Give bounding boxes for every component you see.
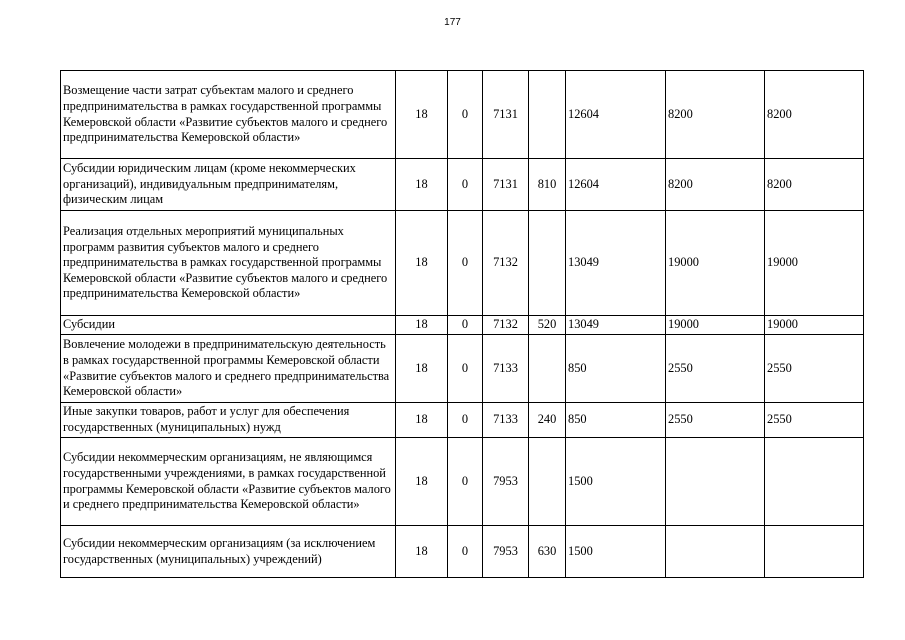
amount-year3-cell (765, 526, 864, 578)
amount-year1-cell: 1500 (566, 438, 666, 526)
amount-year2-cell (666, 526, 765, 578)
expense-type-cell (529, 71, 566, 159)
expense-type-cell: 240 (529, 403, 566, 438)
article-code-cell: 7953 (483, 438, 529, 526)
expense-type-cell: 630 (529, 526, 566, 578)
expense-type-cell (529, 335, 566, 403)
ministry-code-cell: 18 (396, 316, 448, 335)
amount-year2-cell: 19000 (666, 211, 765, 316)
item-name-cell: Возмещение части затрат субъектам малого и среднего предпринимательства в рамках государственной программы Кемеровской области «Развитие субъектов малого и среднего предпринимательства Кемеровской области» (61, 71, 396, 159)
item-name-cell: Субсидии юридическим лицам (кроме некоммерческих организаций), индивидуальным предпринимателям, физическим лицам (61, 159, 396, 211)
section-code-cell: 0 (448, 526, 483, 578)
ministry-code-cell: 18 (396, 335, 448, 403)
expense-type-cell (529, 438, 566, 526)
section-code-cell: 0 (448, 335, 483, 403)
article-code-cell: 7131 (483, 71, 529, 159)
amount-year2-cell: 2550 (666, 335, 765, 403)
amount-year3-cell (765, 438, 864, 526)
amount-year2-cell: 19000 (666, 316, 765, 335)
expense-type-cell: 810 (529, 159, 566, 211)
ministry-code-cell: 18 (396, 159, 448, 211)
table-row (61, 526, 864, 578)
item-name-cell: Субсидии некоммерческим организациям (за исключением государственных (муниципальных) учреждений) (61, 526, 396, 578)
article-code-cell: 7132 (483, 211, 529, 316)
item-name-cell: Субсидии (61, 316, 396, 335)
table-row (61, 316, 864, 335)
amount-year3-cell: 8200 (765, 71, 864, 159)
amount-year3-cell: 19000 (765, 316, 864, 335)
amount-year2-cell (666, 438, 765, 526)
section-code-cell: 0 (448, 159, 483, 211)
amount-year1-cell: 12604 (566, 159, 666, 211)
amount-year2-cell: 8200 (666, 71, 765, 159)
amount-year2-cell: 2550 (666, 403, 765, 438)
amount-year3-cell: 19000 (765, 211, 864, 316)
section-code-cell: 0 (448, 316, 483, 335)
table-row (61, 71, 864, 159)
ministry-code-cell: 18 (396, 438, 448, 526)
item-name-cell: Субсидии некоммерческим организациям, не являющимся государственными учреждениями, в рамках государственной программы Кемеровской области «Развитие субъектов малого и среднего предпринимательства Кемеровской области» (61, 438, 396, 526)
amount-year3-cell: 2550 (765, 335, 864, 403)
article-code-cell: 7131 (483, 159, 529, 211)
table-row (61, 211, 864, 316)
section-code-cell: 0 (448, 71, 483, 159)
table-row (61, 335, 864, 403)
amount-year3-cell: 2550 (765, 403, 864, 438)
amount-year3-cell: 8200 (765, 159, 864, 211)
item-name-cell: Вовлечение молодежи в предпринимательскую деятельность в рамках государственной программы Кемеровской области «Развитие субъектов малого и среднего предпринимательства Кемеровской области» (61, 335, 396, 403)
section-code-cell: 0 (448, 211, 483, 316)
ministry-code-cell: 18 (396, 526, 448, 578)
amount-year1-cell: 13049 (566, 316, 666, 335)
ministry-code-cell: 18 (396, 403, 448, 438)
article-code-cell: 7132 (483, 316, 529, 335)
amount-year2-cell: 8200 (666, 159, 765, 211)
budget-table (60, 70, 864, 578)
expense-type-cell (529, 211, 566, 316)
item-name-cell: Реализация отдельных мероприятий муниципальных программ развития субъектов малого и среднего предпринимательства в рамках государственной программы Кемеровской области «Развитие субъектов малого и среднего предпринимательства Кемеровской области» (61, 211, 396, 316)
amount-year1-cell: 13049 (566, 211, 666, 316)
ministry-code-cell: 18 (396, 211, 448, 316)
ministry-code-cell: 18 (396, 71, 448, 159)
amount-year1-cell: 1500 (566, 526, 666, 578)
table-row (61, 438, 864, 526)
section-code-cell: 0 (448, 403, 483, 438)
amount-year1-cell: 850 (566, 335, 666, 403)
amount-year1-cell: 12604 (566, 71, 666, 159)
table-row (61, 159, 864, 211)
article-code-cell: 7953 (483, 526, 529, 578)
amount-year1-cell: 850 (566, 403, 666, 438)
article-code-cell: 7133 (483, 403, 529, 438)
section-code-cell: 0 (448, 438, 483, 526)
expense-type-cell: 520 (529, 316, 566, 335)
item-name-cell: Иные закупки товаров, работ и услуг для обеспечения государственных (муниципальных) нужд (61, 403, 396, 438)
page-number: 177 (444, 17, 461, 28)
article-code-cell: 7133 (483, 335, 529, 403)
table-row (61, 403, 864, 438)
